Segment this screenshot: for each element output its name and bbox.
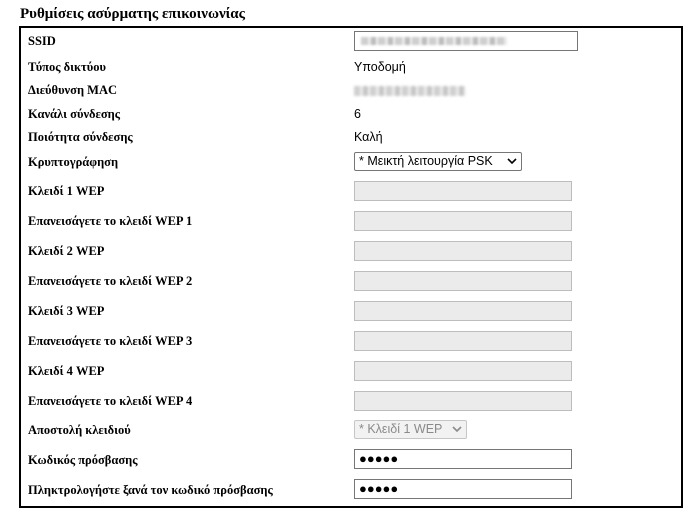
- wep-key-4-input[interactable]: [354, 361, 572, 381]
- wep-key-2-input[interactable]: [354, 241, 572, 261]
- mac-address-label: Διεύθυνση MAC: [28, 83, 118, 97]
- wep-key-2-confirm-input[interactable]: [354, 271, 572, 291]
- wireless-settings-panel: [19, 26, 683, 508]
- wep-key-3-confirm-input[interactable]: [354, 331, 572, 351]
- wep-key-1-input[interactable]: [354, 181, 572, 201]
- ssid-label: SSID: [28, 34, 56, 48]
- wep-key-2-label: Κλειδί 2 WEP: [28, 244, 105, 258]
- wep-key-1-label: Κλειδί 1 WEP: [28, 184, 105, 198]
- quality-label: Ποιότητα σύνδεσης: [28, 130, 133, 144]
- password-label: Κωδικός πρόσβασης: [28, 453, 138, 467]
- network-type-value: Υποδομή: [354, 60, 406, 74]
- channel-value: 6: [354, 107, 361, 121]
- send-key-select[interactable]: [354, 420, 467, 439]
- wep-key-3-label: Κλειδί 3 WEP: [28, 304, 105, 318]
- wep-key-4-confirm-label: Επανεισάγετε το κλειδί WEP 4: [28, 394, 193, 408]
- wep-key-3-confirm-label: Επανεισάγετε το κλειδί WEP 3: [28, 334, 193, 348]
- quality-value: Καλή: [354, 130, 383, 144]
- password-confirm-input[interactable]: ●●●●●: [354, 479, 572, 499]
- password-input[interactable]: ●●●●●: [354, 449, 572, 469]
- network-type-label: Τύπος δικτύου: [28, 60, 106, 74]
- password-confirm-label: Πληκτρολογήστε ξανά τον κωδικό πρόσβασης: [28, 483, 273, 497]
- encryption-label: Κρυπτογράφηση: [28, 155, 119, 169]
- encryption-select[interactable]: [354, 152, 522, 171]
- chevron-down-icon: [507, 157, 517, 165]
- mac-address-redacted: [354, 86, 466, 96]
- channel-label: Κανάλι σύνδεσης: [28, 107, 121, 121]
- wep-key-1-confirm-input[interactable]: [354, 211, 572, 231]
- page-title: Ρυθμίσεις ασύρματης επικοινωνίας: [20, 6, 245, 22]
- send-key-selected-value: * Κλειδί 1 WEP: [359, 422, 443, 436]
- wep-key-2-confirm-label: Επανεισάγετε το κλειδί WEP 2: [28, 274, 193, 288]
- ssid-redacted: [361, 37, 507, 45]
- wep-key-4-confirm-input[interactable]: [354, 391, 572, 411]
- send-key-label: Αποστολή κλειδιού: [28, 423, 131, 437]
- ssid-input[interactable]: [354, 31, 578, 51]
- chevron-down-icon: [452, 425, 462, 433]
- wep-key-3-input[interactable]: [354, 301, 572, 321]
- wep-key-4-label: Κλειδί 4 WEP: [28, 364, 105, 378]
- wep-key-1-confirm-label: Επανεισάγετε το κλειδί WEP 1: [28, 214, 193, 228]
- encryption-selected-value: * Μεικτή λειτουργία PSK: [359, 154, 493, 168]
